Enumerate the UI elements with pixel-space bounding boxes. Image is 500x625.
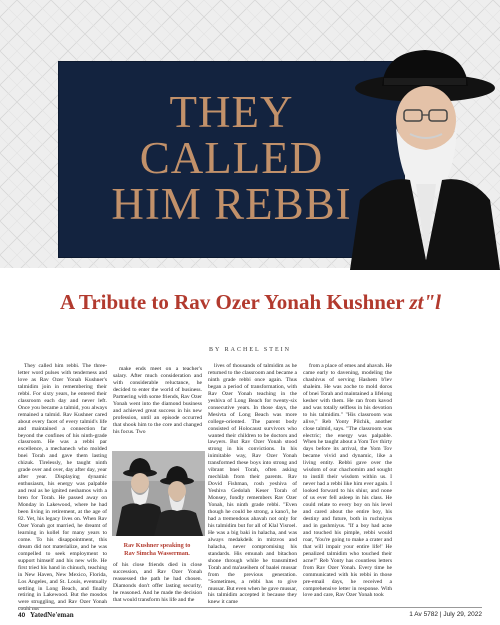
article-column-2-continued <box>113 562 202 603</box>
article-column-1 <box>18 363 107 613</box>
article-headline <box>60 290 490 315</box>
hero-title-line-2: CALLED <box>139 133 324 183</box>
publication-name: YatedNe'eman <box>30 611 74 619</box>
issue-date: 1 Av 5782 | July 29, 2022 <box>409 611 482 618</box>
article-column-2 <box>113 366 202 448</box>
headline-honorific: zt"l <box>409 290 441 314</box>
photo-rabbis <box>112 451 205 536</box>
footer-divider <box>18 607 482 608</box>
caption-line-1: Rav Kushner speaking to <box>123 542 191 549</box>
article-column-4 <box>303 363 392 597</box>
hero-banner <box>0 0 500 268</box>
photo-illustration <box>112 451 205 536</box>
hero-title-line-1: THEY <box>169 87 294 137</box>
caption-line-2: Rav Simcha Wasserman. <box>124 549 190 557</box>
column-1-text: They called him rebbi. The three-letter word pulses with tenderness and love as Rav Ozer Yonah Kushner's talmidim join in remembering their rebbi. For sixty years, he entered their classroom each day and never left. Once you became a talmid, you always remained a talmid. Rav Kushner cared about every facet of every talmid's life and maintained a connection far beyond the confines of his ninth-grade classroom. He was a rebbi par excellence, a mechanech who molded bnei Torah and gave them lasting chizuk. Tirelessly, he taught ninth grade over and over, day after day, year after year. Displaying dynamic enthusiasm, his energy was palpable and real as he ignited neshamos with a bren for Torah. He passed away on Monday in Lakewood, where he had been living in retirement, at the age of 82. Yet, his legacy lives on. When Rav Ozer Yonah got married, he dreamt of learning in kollel for many years to come. To his disappointment, this dream did not materialize, and he was compelled to seek employment to support himself and his new wife. He first tried his hand in chinuch, teaching in New Haven, New Mexico, Florida, Los Angeles, and St. Louis, eventually settling in Long Beach, and finally retiring in Lakewood. But the mosdos were struggling, and Rav Ozer Yonah could not <box>18 363 107 613</box>
headline-main: A Tribute to Rav Ozer Yonah Kushner <box>60 290 410 314</box>
article-column-3 <box>208 363 297 606</box>
page-number: 40 <box>18 612 26 619</box>
rabbi-portrait <box>330 50 500 270</box>
hero-title-line-3: HIM REBBI <box>111 179 352 229</box>
column-2-text-bottom: of his close friends died in close succession, and Rav Ozer Yonah reassessed the path he had chosen. Diamonds don't offer lasting security, he reasoned. And he made the decision that would transform his life and the <box>113 562 202 603</box>
column-4-text: from a place of emes and ahavah. He came early to davening, modeling the chashivus of serving Hashem b'lev shaleim. He was zoche to mold doros of bnei Torah and maintained a lifelong kesher with them. He ran from kavod and was totally selfless in his devotion to his talmidim." "His classroom was alive," Reb Yonty Pilchik, another close talmid, says. "The classroom was electric; the energy was palpable. When he taught about a Yom Tov thirty days before its arrival, the Yom Tov became vivid and dynamic, like a living entity. Rebbi gave over the wisdom of our chachomim and sought to instill their wisdom within us. I never had a rebbi like him ever again. I looked forward to his shiur, and none of us ever fell asleep in his class. He could relate to every boy on his level and cared about the entire boy, his destiny and future, both in ruchniyus and in gashmiyus. "If a boy had acne and touched his pimple, rebbi would roar, 'You're going to make a crater and that will impair your entire life!' He penalized talmidim who touched their acne!" Reb Yonty has countless letters from Rav Ozer Yonah. Every time he communicated with his rebbi in those pre-email days, he received a comprehensive letter in response. With love and care, Rav Ozer Yonah took <box>303 363 392 599</box>
column-2-text-top: make ends meet on a teacher's salary. After much consideration and with considerable reluctance, he decided to enter the world of business. Partnering with some friends, Rav Ozer Yonah went into the diamond business and achieved great success in his new profession, until an episode occurred that shook him to the core and changed his focus. Two <box>113 366 202 435</box>
byline: BY RACHEL STEIN <box>209 347 291 353</box>
photo-caption <box>106 542 208 558</box>
footer-left <box>18 611 74 619</box>
column-3-text: lives of thousands of talmidim as he returned to the classroom and became a ninth grade rebbi once again. Thus began a period of transformation, with Rav Ozer Yonah teaching in the yeshiva of Long Beach for twenty-six consecutive years. In those days, the Mesivta of Long Beach was more college-oriented. The parent body consisted of Holocaust survivors who wanted their children to be doctors and lawyers. But Rav Ozer Yonah stood strong in his convictions. In his inimitable way, Rav Ozer Yonah transformed these boys into strong and vibrant bnei Torah, often asking mechilah from their parents. Rav Dovid Fishman, rosh yeshiva of Yeshiva Gedolah Keser Torah of Monsey, fondly remembers Rav Ozer Yonah, his ninth grade rebbi. "Even though he could be strong, a kano'i, he had a tremendous ahavah not only for his talmidim but for all of Klal Yisroel. He was a big baki in halacha, and was always medakdeik in mitzvos and halacha, never compromising his standards. His emunah and bitachon shone through while he transmitted Torah and ma'aseihem of baalei mussar from the previous generation. "Sometimes, a rebbi has to give mussar. But even when he gave mussar, his talmidim accepted it because they knew it came <box>208 363 297 606</box>
